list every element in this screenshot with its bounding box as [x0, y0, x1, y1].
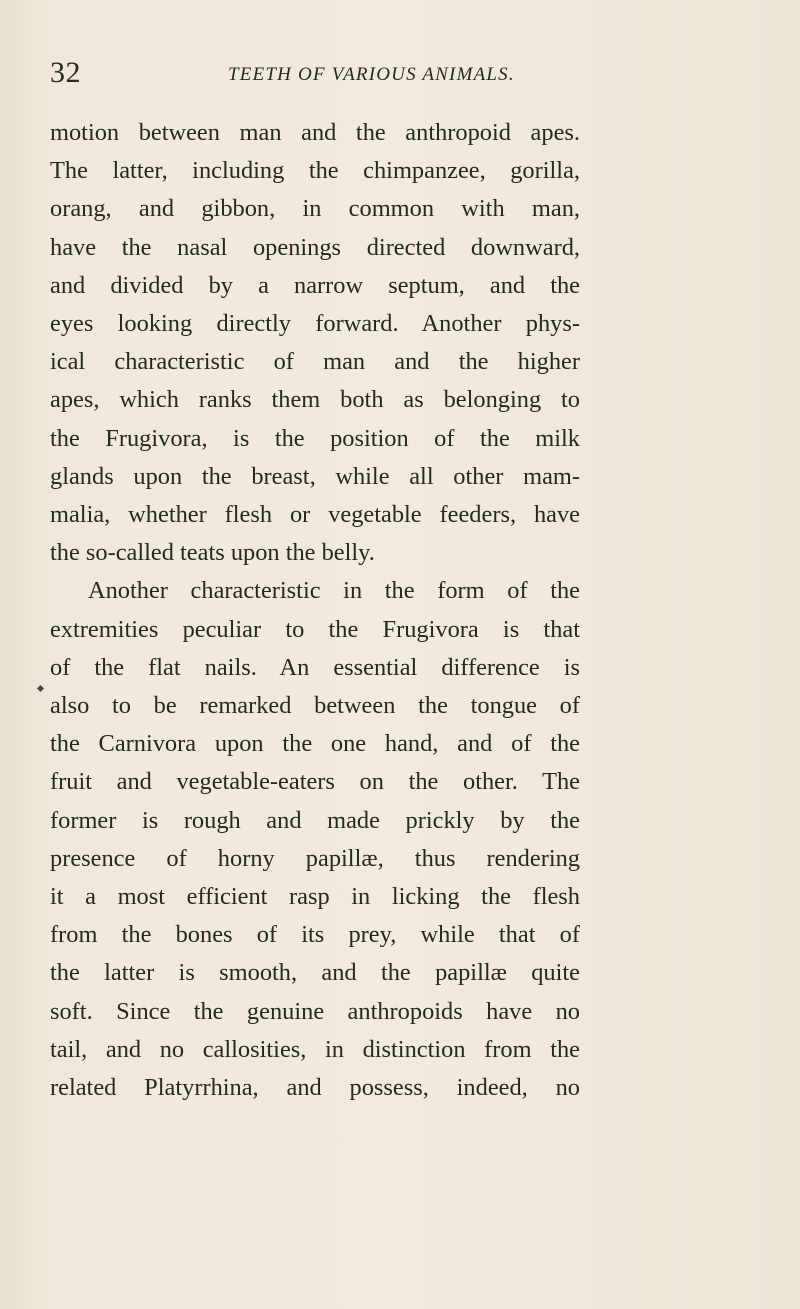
- text-line: the Frugivora, is the position of the milk: [50, 424, 580, 452]
- text-line: malia, whether flesh or vegetable feeders, have: [50, 501, 580, 529]
- text-line: eyes looking directly forward. Another phys-: [50, 310, 580, 338]
- running-head: [50, 56, 570, 92]
- text-line: orang, and gibbon, in common with man,: [50, 195, 580, 223]
- body-text: [50, 114, 580, 1107]
- text-line: have the nasal openings directed downward,: [50, 233, 580, 261]
- text-line: tail, and no callosities, in distinction from the: [50, 1035, 580, 1063]
- text-line: apes, which ranks them both as belonging to: [50, 386, 580, 414]
- text-line: extremities peculiar to the Frugivora is that: [50, 615, 580, 643]
- text-line: fruit and vegetable-eaters on the other. The: [50, 768, 580, 796]
- text-line: the Carnivora upon the one hand, and of the: [50, 730, 580, 758]
- text-line: also to be remarked between the tongue of: [50, 692, 580, 720]
- text-line: The latter, including the chimpanzee, gorilla,: [50, 157, 580, 185]
- text-line: Another characteristic in the form of the: [88, 577, 580, 605]
- margin-mark-icon: [37, 685, 44, 692]
- text-line: ical characteristic of man and the higher: [50, 348, 580, 376]
- text-line: related Platyrrhina, and possess, indeed, no: [50, 1074, 580, 1102]
- page-number: 32: [50, 56, 81, 89]
- text-line: the so-called teats upon the belly.: [50, 539, 375, 567]
- text-line: glands upon the breast, while all other mam-: [50, 462, 580, 490]
- text-line: it a most efficient rasp in licking the flesh: [50, 883, 580, 911]
- text-line: motion between man and the anthropoid apes.: [50, 119, 580, 146]
- text-line: and divided by a narrow septum, and the: [50, 271, 580, 299]
- text-line: from the bones of its prey, while that of: [50, 921, 580, 949]
- text-line: presence of horny papillæ, thus rendering: [50, 844, 580, 872]
- text-line: of the flat nails. An essential difference is: [50, 653, 580, 681]
- text-line: soft. Since the genuine anthropoids have no: [50, 997, 580, 1025]
- running-title: TEETH OF VARIOUS ANIMALS.: [228, 64, 515, 85]
- text-line: former is rough and made prickly by the: [50, 806, 580, 834]
- text-line: the latter is smooth, and the papillæ quite: [50, 959, 580, 987]
